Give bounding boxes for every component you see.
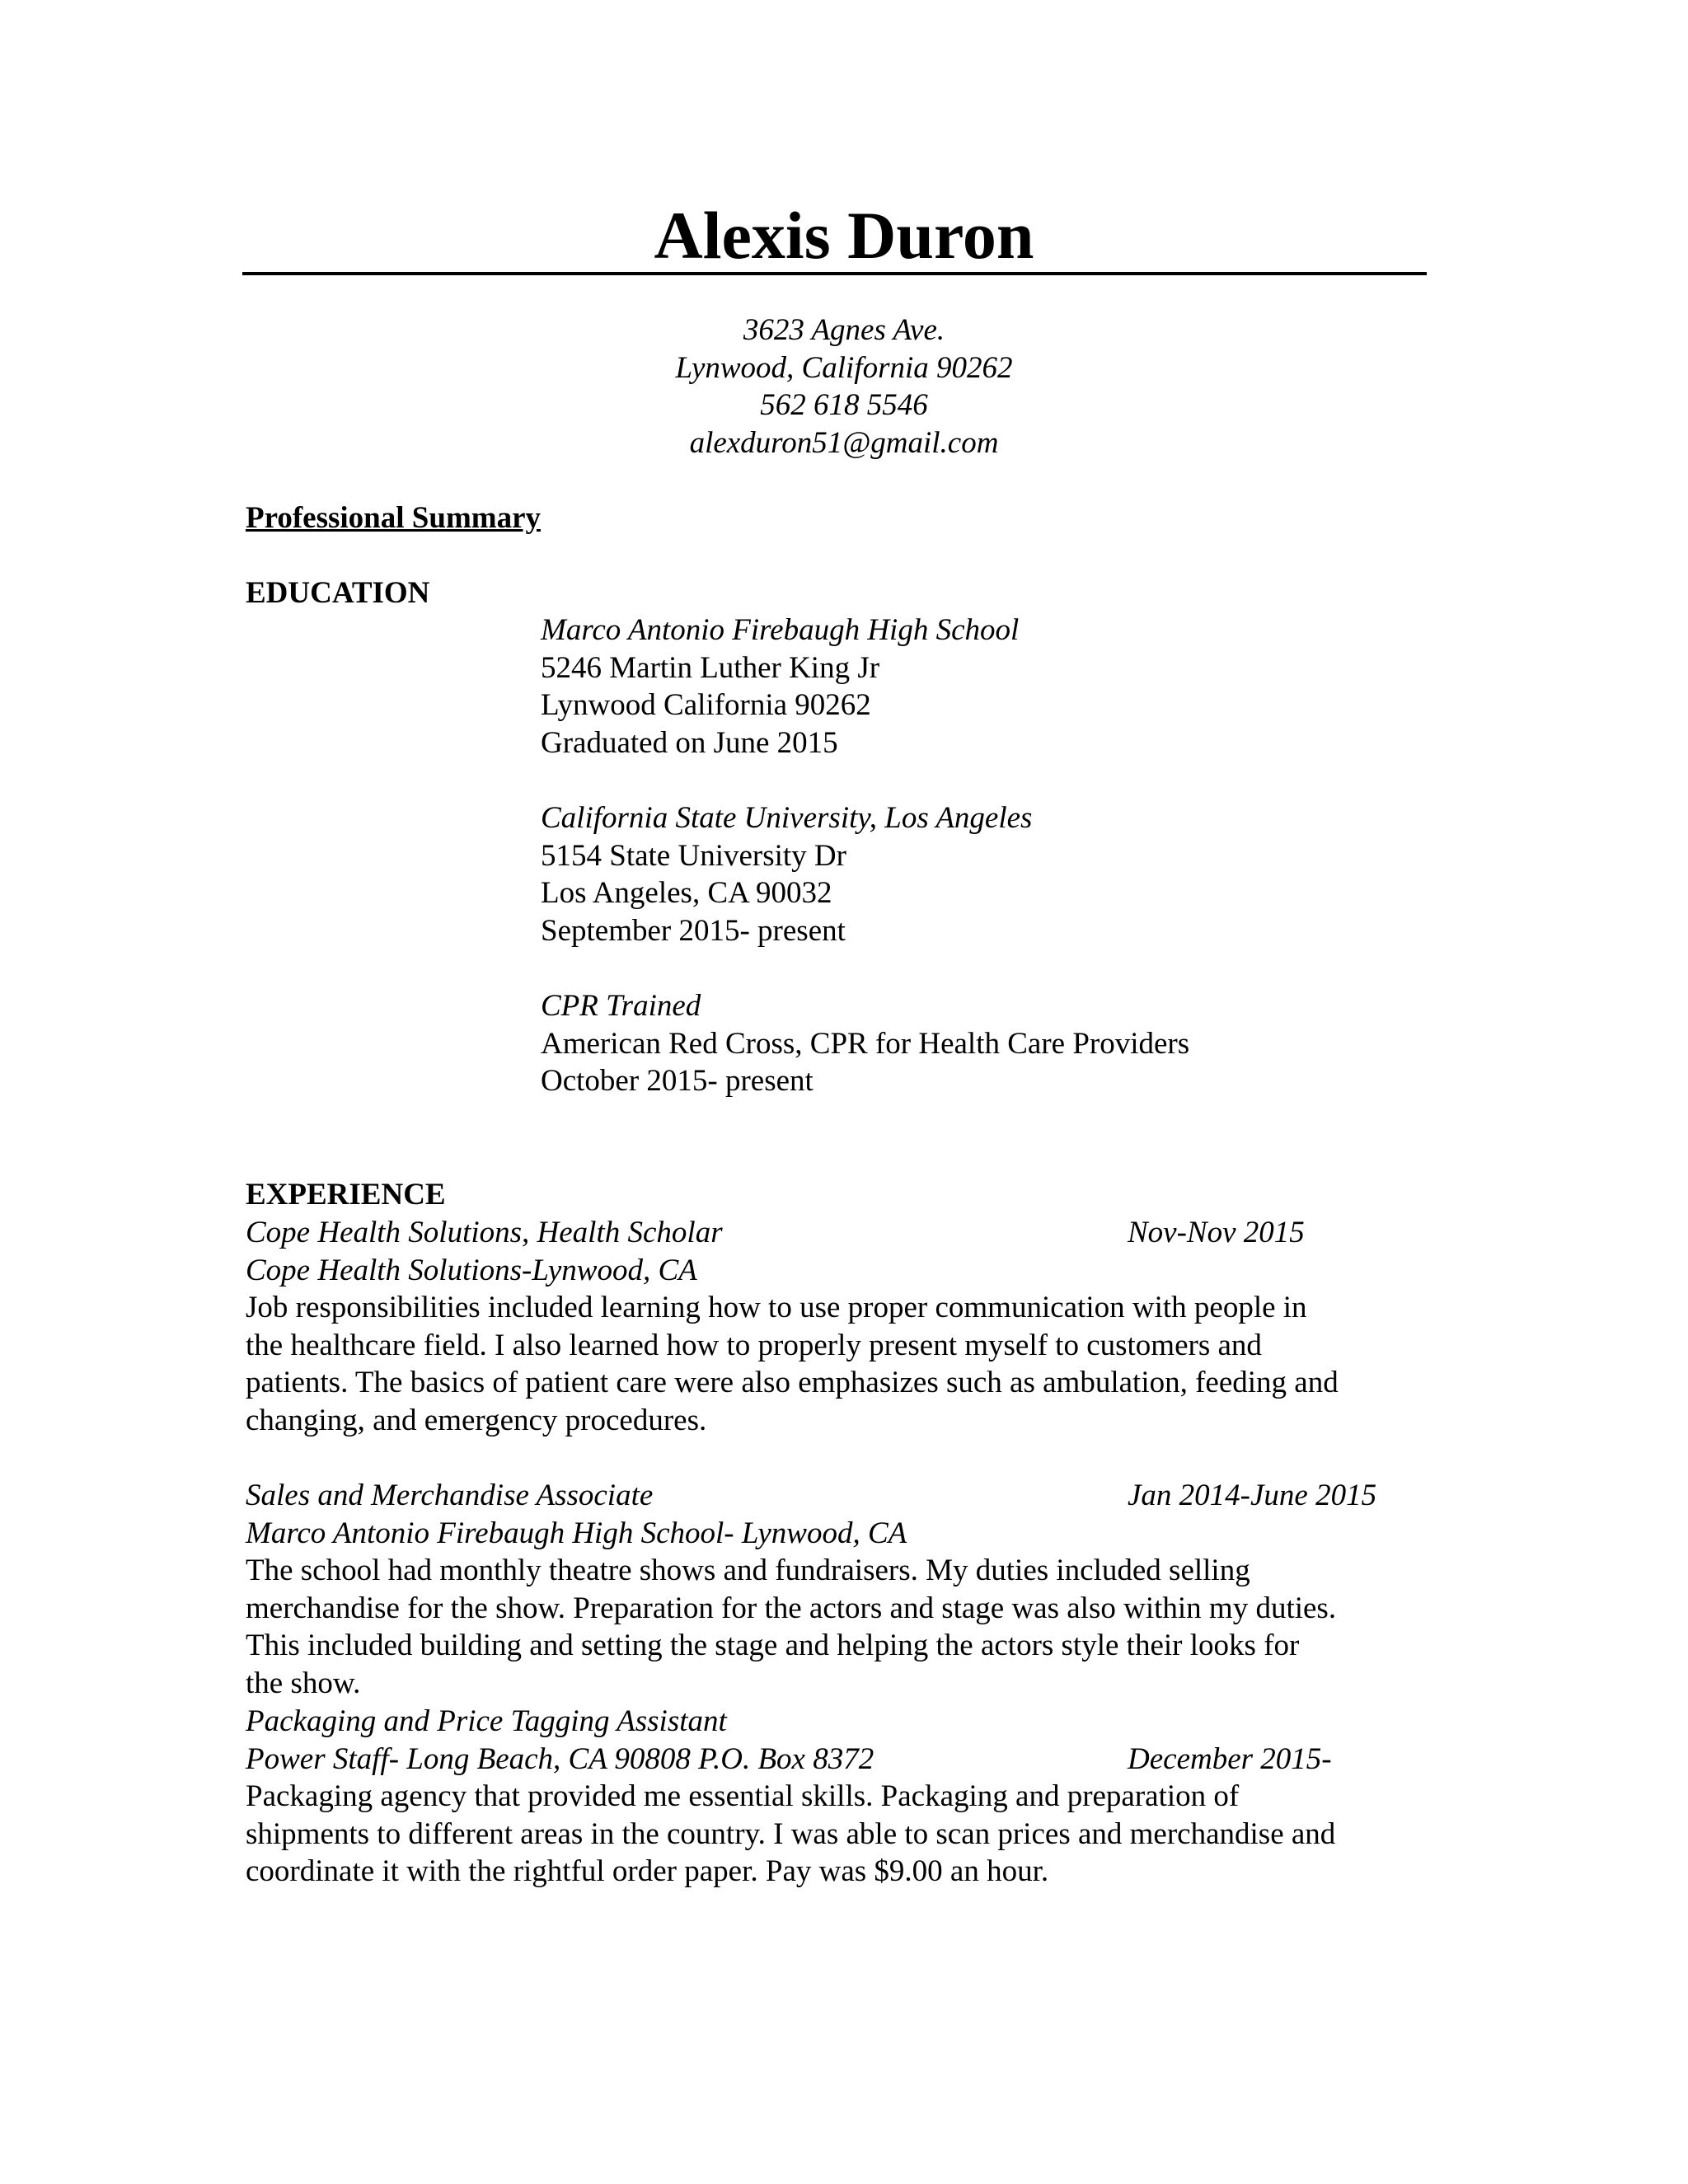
certification-provider: American Red Cross, CPR for Health Care Providers [541,1026,1190,1061]
job-description-line: coordinate it with the rightful order paper. Pay was $9.00 an hour. [246,1854,1049,1888]
experience-heading: EXPERIENCE [246,1178,446,1212]
job-description-line: the show. [246,1666,361,1700]
job-description-line: merchandise for the show. Preparation for the actors and stage was also within my duties. [246,1591,1337,1625]
certification-entry [541,987,1189,1100]
phone-number: 562 618 5546 [760,388,928,422]
job-description-line: This included building and setting the stage and helping the actors style their looks for [246,1629,1300,1662]
job-title: Cope Health Solutions, Health Scholar [246,1216,723,1249]
address-line-1: 3623 Agnes Ave. [743,313,945,347]
school-dates: Graduated on June 2015 [541,725,838,760]
job-location: Marco Antonio Firebaugh High School- Lynwood, CA [246,1516,907,1550]
certification-dates: October 2015- present [541,1064,814,1098]
job-description-line: The school had monthly theatre shows and fundraisers. My duties included selling [246,1554,1250,1587]
school-city: Los Angeles, CA 90032 [541,876,832,910]
job-location: Cope Health Solutions-Lynwood, CA [246,1253,697,1287]
job-dates: December 2015- [1128,1741,1332,1776]
contact-block [0,312,1688,462]
job-location: Power Staff- Long Beach, CA 90808 P.O. Box 8372 [246,1741,874,1776]
education-entry [541,799,1032,949]
job-description-line: Job responsibilities included learning how to use proper communication with people in [246,1291,1307,1324]
school-address: 5154 State University Dr [541,838,846,873]
school-name: California State University, Los Angeles [541,801,1033,835]
school-city: Lynwood California 90262 [541,688,871,722]
job-title: Packaging and Price Tagging Assistant [246,1704,727,1738]
header-rule [242,272,1427,275]
job-description-line: changing, and emergency procedures. [246,1403,707,1437]
job-dates: Nov-Nov 2015 [1128,1216,1305,1249]
email-address: alexduron51@gmail.com [689,425,999,460]
professional-summary-heading: Professional Summary [246,501,542,535]
job-description-line: the healthcare field. I also learned how to properly present myself to customers and [246,1328,1262,1362]
school-name: Marco Antonio Firebaugh High School [541,613,1020,647]
job-description-line: patients. The basics of patient care were also emphasizes such as ambulation, feeding and [246,1366,1339,1399]
job-title: Sales and Merchandise Associate [246,1479,654,1512]
experience-entry [246,1477,1432,1702]
experience-entry [246,1703,1432,1891]
education-heading: EDUCATION [246,576,430,610]
school-dates: September 2015- present [541,913,846,948]
education-entry [541,612,1019,762]
certification-name: CPR Trained [541,989,701,1023]
school-address: 5246 Martin Luther King Jr [541,650,880,685]
job-description-line: Packaging agency that provided me essential skills. Packaging and preparation of [246,1779,1240,1813]
address-line-2: Lynwood, California 90262 [675,350,1013,385]
job-dates: Jan 2014-June 2015 [1128,1479,1377,1512]
applicant-name: Alexis Duron [654,198,1034,273]
job-description-line: shipments to different areas in the country. I was able to scan prices and merchandise and [246,1816,1336,1851]
experience-entry [246,1214,1432,1439]
